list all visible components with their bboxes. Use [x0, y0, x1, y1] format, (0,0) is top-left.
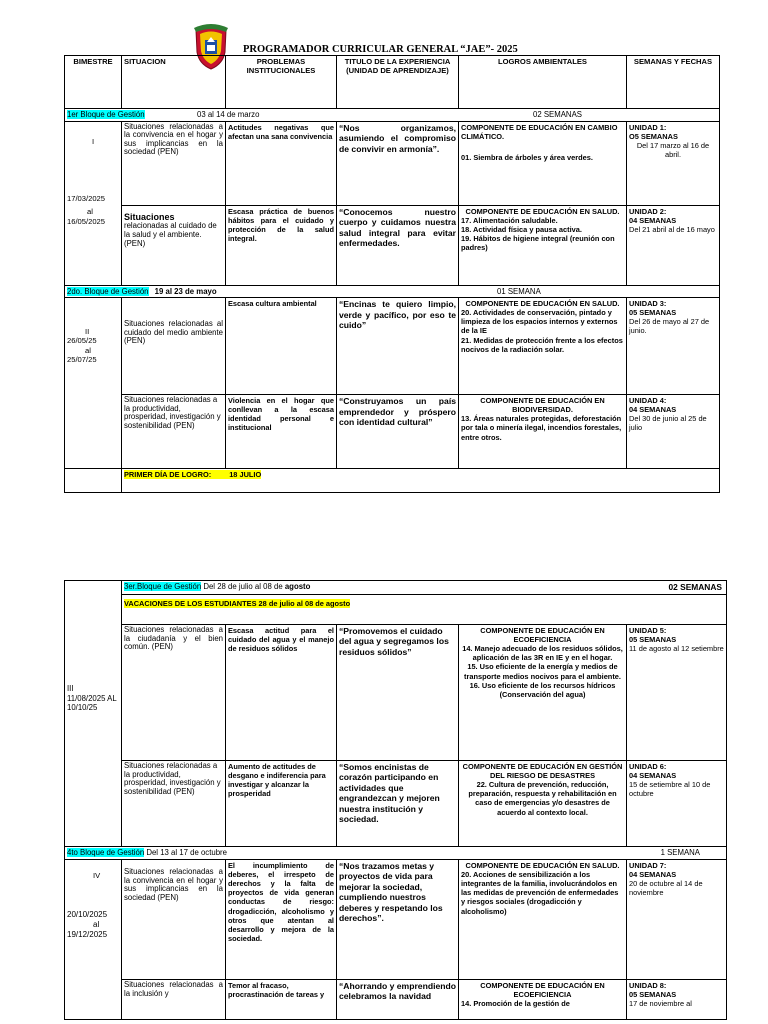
- semanas-count: O5 SEMANAS: [629, 131, 678, 141]
- bimestre-4-from: 20/10/2025: [67, 910, 108, 920]
- titulo-cell: “Nos trazamos metas y proyectos de vida para mejorar la sociedad, cumpliendo nuestros deberes y respetando los derechos”.: [337, 860, 459, 980]
- bimestre-4-cell: [65, 860, 122, 1020]
- situacion-cell: Situaciones relacionadas a la inclusión y: [122, 980, 226, 1020]
- block-3-dates: Del 28 de julio al 08 de: [203, 582, 285, 591]
- titulo-cell: “Construyamos un país emprendedor y próspero con identidad cultural”: [337, 395, 459, 469]
- logro-component: COMPONENTE DE EDUCACIÓN EN SALUD.: [465, 206, 620, 216]
- situacion-cell: Situaciones relacionadas a la ciudadanía y el bien común. (PEN): [122, 625, 226, 761]
- block-1-cell: [65, 109, 720, 122]
- logro-component: COMPONENTE DE EDUCACIÓN EN ECOEFICIENCIA: [480, 981, 605, 1000]
- empty-cell: [65, 469, 122, 493]
- logro-items: 20. Acciones de sensibilización a los integrantes de la familia, involucrándolos en las medidas de prevención de enfermedades y riesgos sociales (drogadicción y alcoholismo): [461, 870, 619, 916]
- header-bimestre: BIMESTRE: [65, 56, 122, 109]
- problema-cell: Escasa cultura ambiental: [226, 298, 337, 395]
- problema-cell: Aumento de actitudes de desgano e indiferencia para investigar y alcanzar la prosperidad: [226, 761, 337, 847]
- block-2-label: 2do. Bloque de Gestión: [67, 286, 149, 296]
- block-row-1: [65, 109, 720, 122]
- problema-cell: Escasa práctica de buenos hábitos para el cuidado y protección de la salud integral.: [226, 205, 337, 285]
- titulo-cell: “Conocemos nuestro cuerpo y cuidamos nuestra salud integral para evitar enfermedades.: [337, 205, 459, 285]
- block-4-dates: Del 13 al 17 de octubre: [146, 848, 227, 857]
- logro-items: 22. Cultura de prevención, reducción, preparación, respuesta y rehabilitación en caso de emergencias y/o desastres de acuerdo al contexto local.: [468, 780, 617, 817]
- block-4-weeks: 1 SEMANA: [660, 848, 700, 857]
- block-3-dates-bold: agosto: [284, 582, 311, 591]
- situacion-cell: Situaciones relacionadas a la convivencia en el hogar y sus implicancias en la sociedad (PEN): [122, 860, 226, 980]
- unidad-label: UNIDAD 8:: [629, 981, 667, 990]
- problema-cell: Temor al fracaso, procrastinación de tareas y: [226, 980, 337, 1020]
- semanas-count: 04 SEMANAS: [629, 870, 677, 880]
- unidad-label: UNIDAD 2:: [629, 206, 667, 216]
- logro-component: COMPONENTE DE EDUCACIÓN EN SALUD.: [465, 299, 620, 309]
- situacion-cell: Situaciones relacionadas al cuidado del medio ambiente (PEN): [122, 298, 226, 395]
- semanas-cell: [627, 395, 720, 469]
- semanas-cell: [627, 298, 720, 395]
- semanas-count: 04 SEMANAS: [629, 215, 677, 225]
- logro-day-date: 18 JULIO: [211, 470, 261, 479]
- logro-day-cell: [122, 469, 720, 493]
- semanas-fechas: Del 17 marzo al 16 de abril.: [636, 140, 710, 159]
- block-1-label: 1er Bloque de Gestión: [67, 110, 145, 119]
- logro-cell: [459, 860, 627, 980]
- table-row: [65, 761, 727, 847]
- titulo-cell: “Nos organizamos, asumiendo el compromiso de convivir en armonía”.: [337, 121, 459, 205]
- header-situacion: SITUACION: [122, 56, 226, 109]
- semanas-fechas: Del 30 de junio al 25 de julio: [629, 414, 707, 433]
- problema-cell: Escasa actitud para el cuidado del agua y el manejo de residuos sólidos: [226, 625, 337, 761]
- bimestre-3-range: 11/08/2025 AL 10/10/25: [67, 693, 117, 713]
- situacion-text: relacionadas al cuidado de la salud y el ambiente. (PEN): [124, 221, 217, 248]
- logro-items: 14. Promoción de la gestión de: [461, 999, 570, 1009]
- header-titulo: TITULO DE LA EXPERIENCIA (UNIDAD DE APRENDIZAJE): [337, 56, 459, 109]
- situacion-cell: Situaciones relacionadas a la productividad, prosperidad, investigación y sostenibilidad (PEN): [122, 395, 226, 469]
- bimestre-1-al: al: [87, 207, 93, 217]
- bimestre-1-cell: [65, 121, 122, 285]
- logro-day-label: PRIMER DÍA DE LOGRO:: [124, 470, 212, 480]
- semanas-cell: [627, 761, 727, 847]
- block-4-cell: [65, 847, 727, 860]
- block-3-cell: [122, 581, 727, 595]
- unidad-label: UNIDAD 4:: [629, 396, 667, 406]
- logro-component: COMPONENTE DE EDUCACIÓN EN SALUD.: [465, 861, 620, 870]
- logro-component: COMPONENTE DE EDUCACIÓN EN BIODIVERSIDAD.: [480, 396, 605, 415]
- titulo-cell: “Encinas te quiero limpio, verde y pacífico, por eso te cuido”: [337, 298, 459, 395]
- bimestre-3-cell: [65, 581, 122, 847]
- bimestre-1-number: I: [91, 136, 95, 146]
- semanas-count: 05 SEMANAS: [629, 308, 677, 318]
- logro-cell: [459, 205, 627, 285]
- logro-cell: [459, 121, 627, 205]
- curricular-table-top: [64, 55, 720, 493]
- bimestre-1-to: 16/05/2025: [67, 216, 106, 226]
- logro-items: 17. Alimentación saludable. 18. Actividad física y pausa activa. 19. Hábitos de higiene integral (reunión con padres): [461, 215, 615, 253]
- semanas-count: 05 SEMANAS: [629, 990, 677, 1000]
- logro-day-row: [65, 469, 720, 493]
- unidad-label: UNIDAD 3:: [629, 299, 667, 309]
- table-row: [65, 980, 727, 1020]
- table-row: [65, 205, 720, 285]
- bimestre-2-from: 26/05/25: [67, 336, 97, 346]
- block-2-weeks: 01 SEMANA: [497, 286, 541, 296]
- unidad-label: UNIDAD 5:: [629, 626, 667, 635]
- semanas-cell: [627, 625, 727, 761]
- unidad-label: UNIDAD 1:: [629, 122, 667, 132]
- logro-component: COMPONENTE DE EDUCACIÓN EN CAMBIO CLIMÁTICO.: [461, 122, 618, 141]
- logro-cell: [459, 980, 627, 1020]
- vacaciones-cell: [122, 595, 727, 625]
- vacaciones-label: VACACIONES DE LOS ESTUDIANTES 28 de julio al 08 de agosto: [124, 599, 351, 608]
- semanas-fechas: Del 26 de mayo al 27 de junio.: [629, 317, 710, 336]
- header-semanas: SEMANAS Y FECHAS: [627, 56, 720, 109]
- semanas-cell: [627, 205, 720, 285]
- bimestre-4-to: 19/12/2025: [67, 929, 108, 939]
- titulo-cell: “Ahorrando y emprendiendo celebramos la navidad: [337, 980, 459, 1020]
- block-2-cell: [65, 285, 720, 298]
- problema-cell: Actitudes negativas que afectan una sana convivencia: [226, 121, 337, 205]
- semanas-cell: [627, 980, 727, 1020]
- table-row: [65, 625, 727, 761]
- semanas-count: 04 SEMANAS: [629, 405, 677, 415]
- semanas-cell: [627, 860, 727, 980]
- problema-cell: El incumplimiento de deberes, el irrespeto de derechos y la falta de proyectos de vida generan conductas de riesgo: drogadicción, alcoholismo y otros que atentan al desarrollo y mejora de la sociedad.: [226, 860, 337, 980]
- block-1-weeks: 02 SEMANAS: [533, 110, 582, 119]
- table-row: [65, 121, 720, 205]
- semanas-fechas: 15 de setiembre al 10 de octubre: [629, 780, 711, 799]
- semanas-fechas: 11 de agosto al 12 setiembre: [629, 644, 724, 654]
- logro-cell: [459, 761, 627, 847]
- situacion-cell: [122, 205, 226, 285]
- block-2-dates: 19 al 23 de mayo: [154, 286, 217, 296]
- block-row-3: [65, 581, 727, 595]
- block-1-dates: 03 al 14 de marzo: [197, 110, 260, 119]
- bimestre-4-al: al: [93, 920, 100, 930]
- semanas-count: 04 SEMANAS: [629, 771, 677, 781]
- block-3-weeks: 02 SEMANAS: [668, 582, 722, 592]
- semanas-cell: [627, 121, 720, 205]
- unidad-label: UNIDAD 7:: [629, 861, 667, 870]
- bimestre-2-to: 25/07/25: [67, 355, 97, 365]
- semanas-fechas: Del 21 abril al de 16 mayo: [629, 224, 715, 234]
- situacion-head: Situaciones: [124, 211, 175, 222]
- header-logros: LOGROS AMBIENTALES: [459, 56, 627, 109]
- vacaciones-row: [65, 595, 727, 625]
- logro-items: 14. Manejo adecuado de los residuos sólidos, aplicación de las 3R en IE y en el hogar. 15. Uso eficiente de la energía y medios de transporte medios nocivos para el ambiente. 16. Uso eficiente de los recursos hídricos (Conservación del agua): [462, 644, 623, 699]
- semanas-fechas: 17 de noviembre al: [629, 999, 692, 1009]
- logro-cell: [459, 395, 627, 469]
- curricular-table-bottom: [64, 580, 727, 1020]
- header-problemas: PROBLEMAS INSTITUCIONALES: [226, 56, 337, 109]
- unidad-label: UNIDAD 6:: [629, 762, 667, 771]
- bimestre-2-al: al: [85, 345, 91, 355]
- titulo-cell: “Promovemos el cuidado del agua y segregamos los residuos sólidos”: [337, 625, 459, 761]
- logro-items: 01. Siembra de árboles y área verdes.: [461, 152, 593, 162]
- table-row: [65, 298, 720, 395]
- table-row: [65, 395, 720, 469]
- block-3-label: 3er.Bloque de Gestión: [124, 582, 202, 591]
- bimestre-1-from: 17/03/2025: [67, 193, 106, 203]
- table-header-row: [65, 56, 720, 109]
- bimestre-3-number: III: [67, 684, 74, 694]
- block-row-2: [65, 285, 720, 298]
- situacion-cell: Situaciones relacionadas a la productividad, prosperidad, investigación y sostenibilidad (PEN): [122, 761, 226, 847]
- logro-items: 20. Actividades de conservación, pintado y limpieza de los espacios internos y externos de la IE 21. Medidas de protección frente a los efectos nocivos de la radiación solar.: [461, 308, 623, 354]
- logro-items: 13. Áreas naturales protegidas, deforestación por tala o minería ilegal, incendios forestales, entre otros.: [461, 414, 622, 442]
- logro-cell: [459, 625, 627, 761]
- bimestre-2-cell: [65, 298, 122, 469]
- block-row-4: [65, 847, 727, 860]
- table-row: [65, 860, 727, 980]
- logro-component: COMPONENTE DE EDUCACIÓN EN ECOEFICIENCIA: [480, 626, 605, 645]
- logro-cell: [459, 298, 627, 395]
- page-title: PROGRAMADOR CURRICULAR GENERAL “JAE”- 2025: [243, 44, 518, 55]
- logro-component: COMPONENTE DE EDUCACIÓN EN GESTIÓN DEL RIESGO DE DESASTRES: [462, 762, 623, 781]
- situacion-cell: Situaciones relacionadas a la convivencia en el hogar y sus implicancias en la sociedad (PEN): [122, 121, 226, 205]
- semanas-count: 05 SEMANAS: [629, 635, 677, 645]
- bimestre-2-number: II: [85, 327, 90, 337]
- block-4-label: 4to Bloque de Gestión: [67, 848, 145, 857]
- titulo-cell: “Somos encinistas de corazón participando en actividades que engrandezcan y mejoren nuestra institución y sociedad.: [337, 761, 459, 847]
- bimestre-4-number: IV: [93, 871, 101, 880]
- problema-cell: Violencia en el hogar que conllevan a la escasa identidad personal e institucional: [226, 395, 337, 469]
- semanas-fechas: 20 de octubre al 14 de noviembre: [629, 879, 703, 898]
